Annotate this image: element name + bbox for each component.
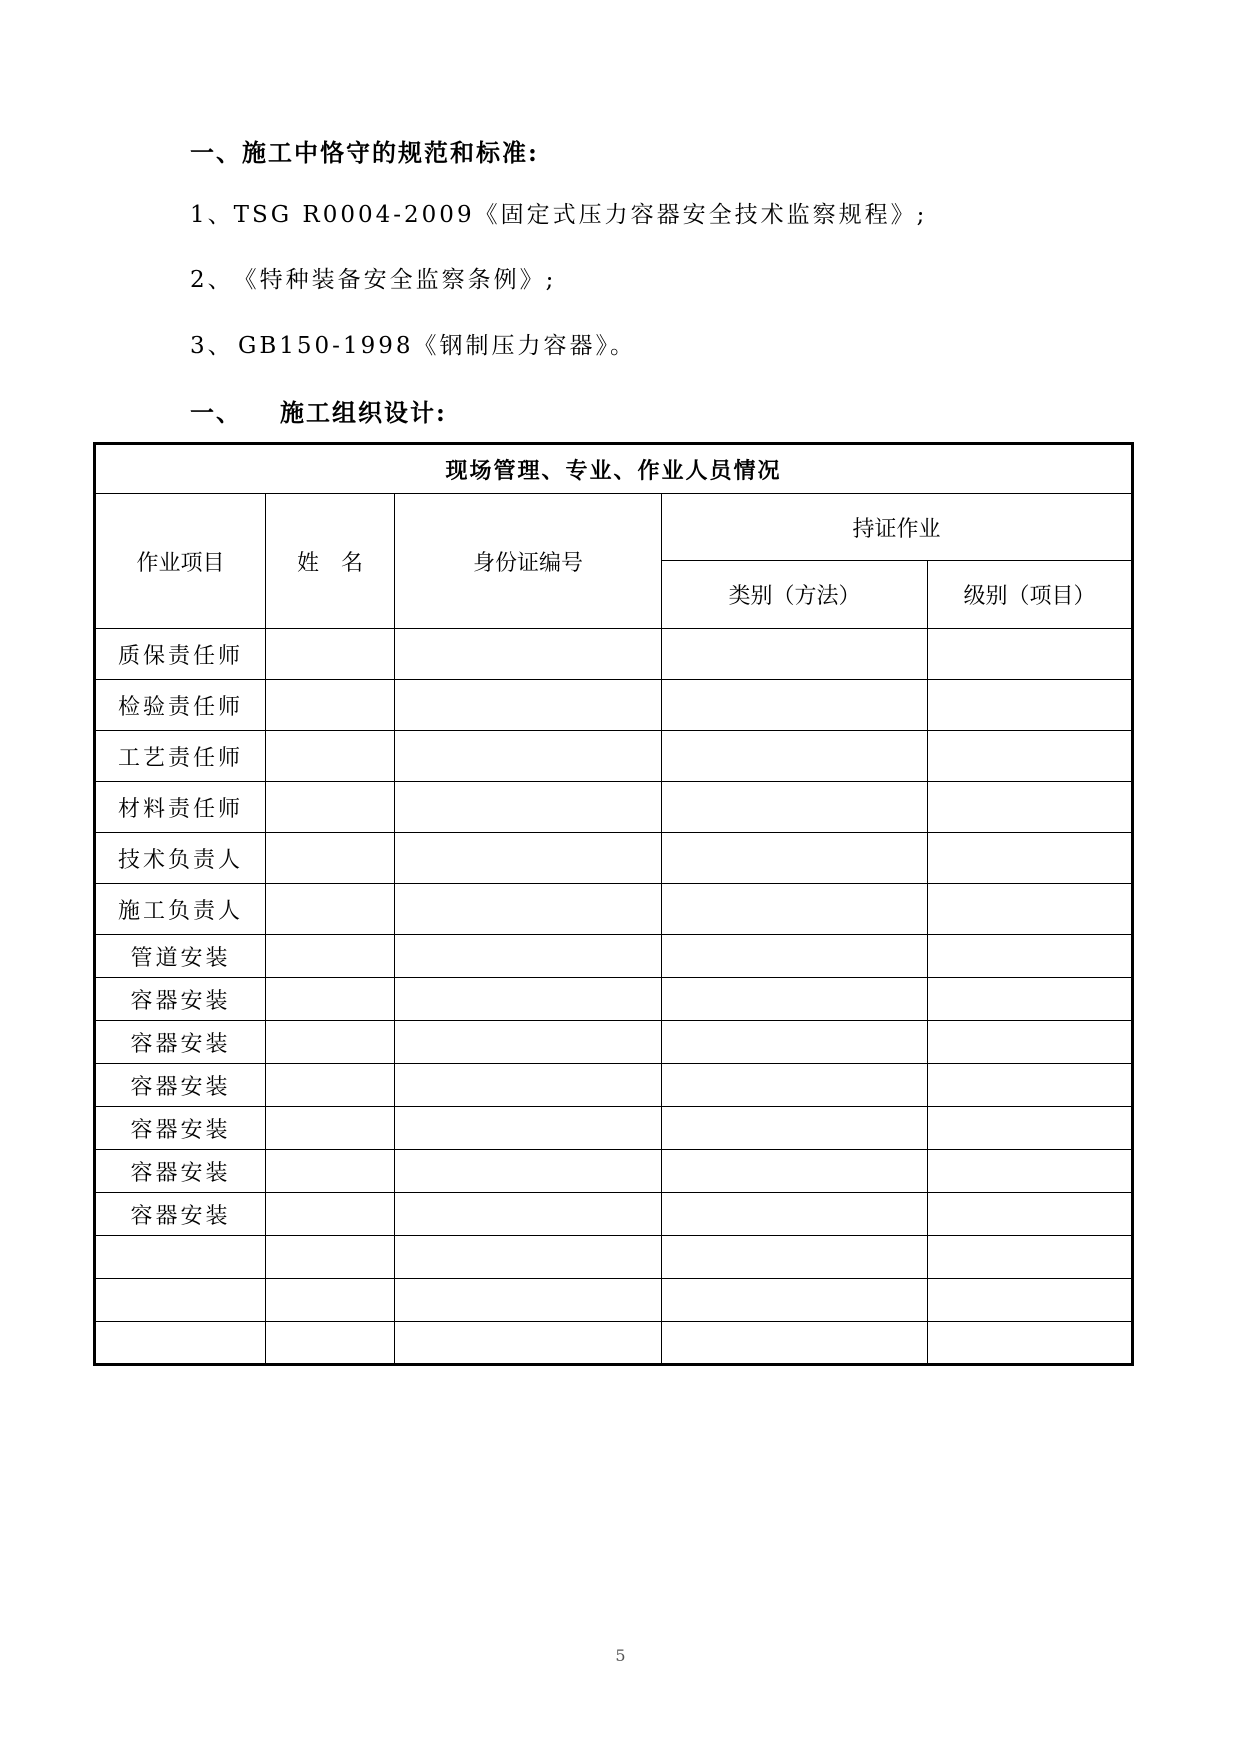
header-category: 类别（方法） (662, 561, 928, 629)
staff-table (93, 442, 1134, 1366)
cell-category (662, 935, 928, 978)
cell-name (266, 1236, 395, 1279)
standard-item-text: TSG R0004-2009《固定式压力容器安全技术监察规程》; (233, 202, 928, 228)
cell-name (266, 1193, 395, 1236)
cell-task (95, 1322, 266, 1365)
cell-id-number (395, 1064, 662, 1107)
cell-level (928, 1107, 1133, 1150)
section-heading-standards: 一、施工中恪守的规范和标准: (190, 138, 539, 167)
cell-name (266, 782, 395, 833)
table-row (95, 1279, 1133, 1322)
cell-category (662, 833, 928, 884)
cell-id-number (395, 1021, 662, 1064)
cell-task: 材料责任师 (95, 782, 266, 833)
standard-item-text: 《特种装备安全监察条例》; (233, 267, 557, 293)
cell-level (928, 1279, 1133, 1322)
cell-level (928, 1150, 1133, 1193)
cell-id-number (395, 629, 662, 680)
standard-item-1 (190, 196, 927, 229)
cell-category (662, 1279, 928, 1322)
cell-category (662, 978, 928, 1021)
table-row (95, 629, 1133, 680)
cell-id-number (395, 1107, 662, 1150)
table-row (95, 1236, 1133, 1279)
cell-id-number (395, 1193, 662, 1236)
cell-id-number (395, 833, 662, 884)
cell-category (662, 782, 928, 833)
cell-name (266, 935, 395, 978)
table-row (95, 1064, 1133, 1107)
cell-level (928, 731, 1133, 782)
cell-task: 技术负责人 (95, 833, 266, 884)
cell-id-number (395, 1322, 662, 1365)
standard-item-text: GB150-1998《钢制压力容器》。 (238, 333, 636, 359)
cell-name (266, 1107, 395, 1150)
cell-level (928, 1236, 1133, 1279)
cell-level (928, 1021, 1133, 1064)
cell-id-number (395, 731, 662, 782)
cell-category (662, 1064, 928, 1107)
cell-name (266, 978, 395, 1021)
cell-category (662, 1150, 928, 1193)
cell-level (928, 978, 1133, 1021)
standard-item-2 (190, 261, 556, 294)
table-row (95, 1021, 1133, 1064)
cell-id-number (395, 1236, 662, 1279)
cell-task: 检验责任师 (95, 680, 266, 731)
table-row (95, 1107, 1133, 1150)
cell-task: 工艺责任师 (95, 731, 266, 782)
table-row (95, 978, 1133, 1021)
cell-id-number (395, 884, 662, 935)
cell-category (662, 731, 928, 782)
table-row (95, 884, 1133, 935)
table-row (95, 680, 1133, 731)
header-level: 级别（项目） (928, 561, 1133, 629)
table-title: 现场管理、专业、作业人员情况 (95, 444, 1133, 494)
cell-level (928, 680, 1133, 731)
header-id-number: 身份证编号 (395, 494, 662, 629)
cell-level (928, 1193, 1133, 1236)
cell-task: 管道安装 (95, 935, 266, 978)
section-heading-organization (190, 393, 447, 428)
cell-task (95, 1279, 266, 1322)
cell-id-number (395, 1150, 662, 1193)
standard-item-number: 1、 (190, 202, 234, 228)
header-certified-work: 持证作业 (662, 494, 1133, 561)
page-number: 5 (615, 1646, 626, 1665)
cell-category (662, 1193, 928, 1236)
cell-name (266, 680, 395, 731)
cell-id-number (395, 782, 662, 833)
table-row (95, 1150, 1133, 1193)
cell-id-number (395, 978, 662, 1021)
cell-task: 容器安装 (95, 1107, 266, 1150)
cell-level (928, 1064, 1133, 1107)
table-row (95, 1322, 1133, 1365)
cell-id-number (395, 935, 662, 978)
cell-name (266, 1021, 395, 1064)
cell-category (662, 1236, 928, 1279)
cell-task: 容器安装 (95, 1193, 266, 1236)
cell-task: 质保责任师 (95, 629, 266, 680)
table-row (95, 782, 1133, 833)
cell-name (266, 629, 395, 680)
cell-name (266, 731, 395, 782)
cell-level (928, 884, 1133, 935)
cell-id-number (395, 680, 662, 731)
cell-level (928, 833, 1133, 884)
cell-name (266, 1322, 395, 1365)
cell-category (662, 1107, 928, 1150)
cell-name (266, 1279, 395, 1322)
cell-level (928, 935, 1133, 978)
table-row (95, 935, 1133, 978)
cell-level (928, 782, 1133, 833)
cell-name (266, 884, 395, 935)
standard-item-3 (190, 327, 636, 360)
cell-category (662, 884, 928, 935)
table-row (95, 731, 1133, 782)
cell-level (928, 1322, 1133, 1365)
cell-task: 容器安装 (95, 1021, 266, 1064)
standard-item-number: 2、 (190, 267, 234, 293)
cell-name (266, 1150, 395, 1193)
cell-name (266, 1064, 395, 1107)
cell-category (662, 1021, 928, 1064)
cell-category (662, 629, 928, 680)
cell-id-number (395, 1279, 662, 1322)
header-name: 姓 名 (266, 494, 395, 629)
cell-task: 容器安装 (95, 978, 266, 1021)
cell-task (95, 1236, 266, 1279)
section-number: 一、 (190, 398, 242, 427)
cell-level (928, 629, 1133, 680)
cell-category (662, 1322, 928, 1365)
table-row (95, 1193, 1133, 1236)
cell-task: 容器安装 (95, 1150, 266, 1193)
cell-category (662, 680, 928, 731)
cell-name (266, 833, 395, 884)
section-title: 施工组织设计: (280, 398, 447, 427)
cell-task: 施工负责人 (95, 884, 266, 935)
standard-item-number: 3、 (190, 333, 234, 359)
header-task: 作业项目 (95, 494, 266, 629)
cell-task: 容器安装 (95, 1064, 266, 1107)
table-row (95, 833, 1133, 884)
